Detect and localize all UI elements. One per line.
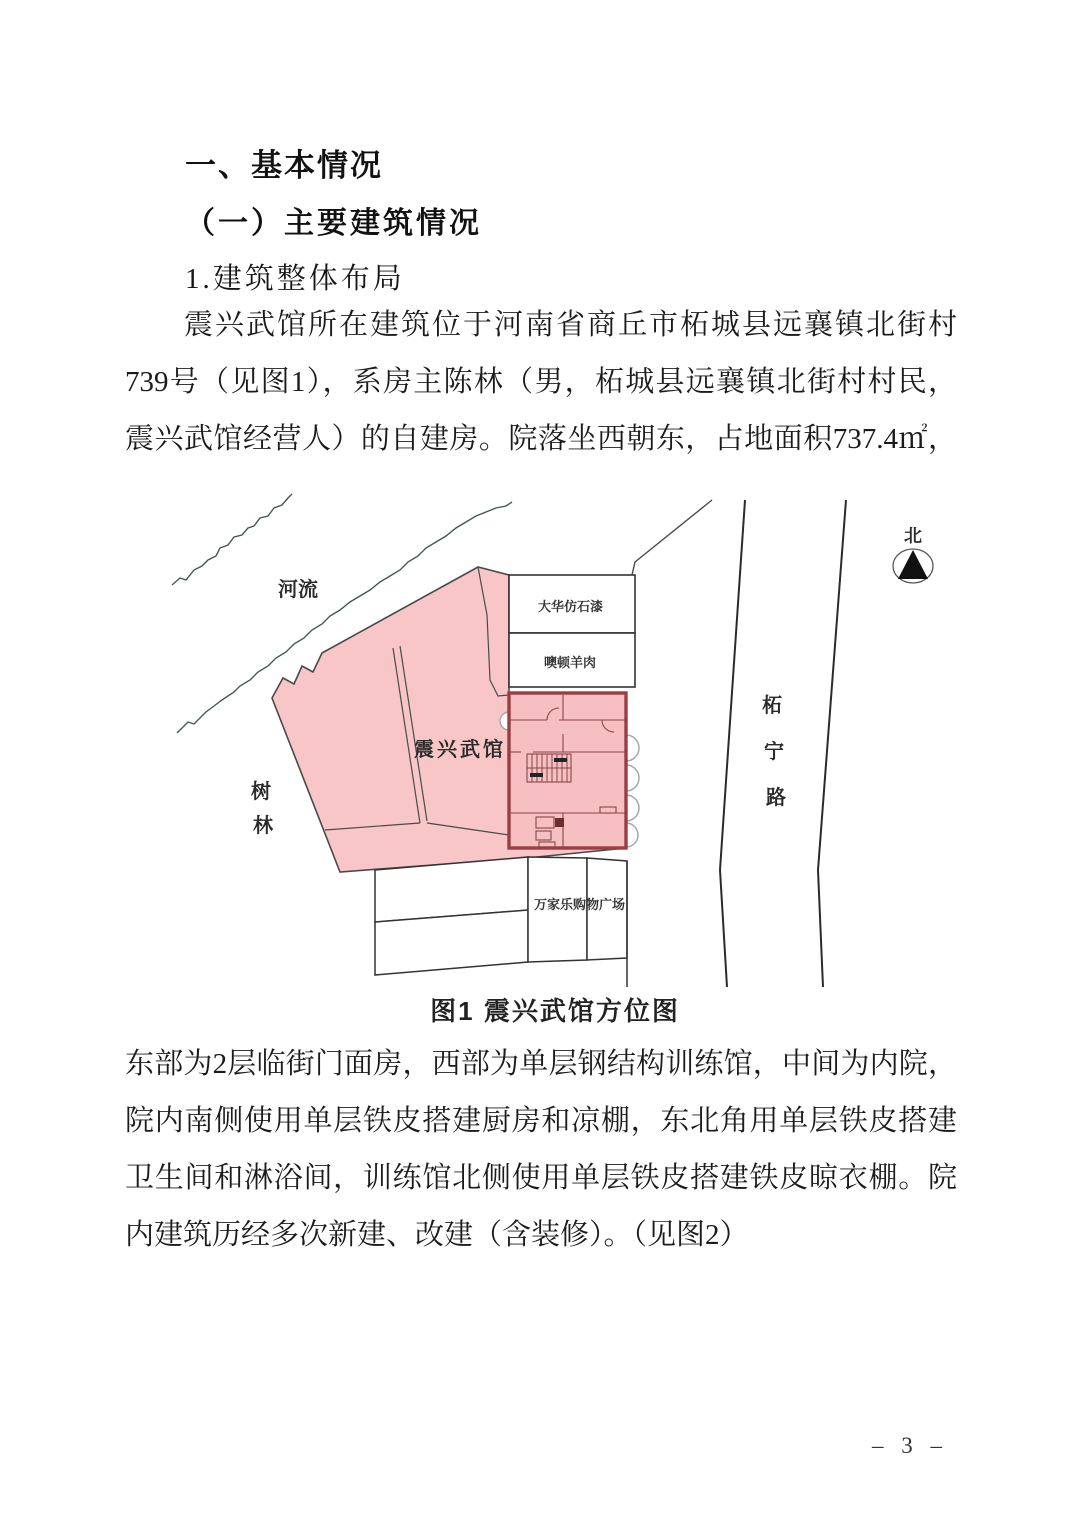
- body-line: 卫生间和淋浴间，训练馆北侧使用单层铁皮搭建铁皮晾衣棚。院: [125, 1162, 957, 1194]
- north-indicator: [893, 526, 933, 583]
- body-line: 院内南侧使用单层铁皮搭建厨房和凉棚，东北角用单层铁皮搭建: [125, 1105, 957, 1137]
- item-heading: 1.建筑整体布局: [185, 263, 405, 295]
- body-paragraph-2: [125, 1036, 957, 1264]
- mall-blocks: [375, 857, 627, 987]
- body-paragraph-1: [125, 297, 957, 468]
- body-line: 震兴武馆经营人）的自建房。院落坐西朝东，占地面积737.4㎡，: [125, 423, 957, 455]
- door-arc: [626, 735, 639, 761]
- stair-arrow: [554, 758, 567, 762]
- body-line: 震兴武馆所在建筑位于河南省商丘市柘城县远襄镇北街村: [184, 309, 957, 341]
- road-edge-left: [720, 500, 745, 987]
- mall-label: 万家乐购物广场: [534, 897, 626, 912]
- site-map-svg: [150, 490, 960, 1002]
- body-line: 内建筑历经多次新建、改建（含装修）。（见图2）: [125, 1219, 749, 1251]
- page-number: – 3 –: [872, 1433, 948, 1458]
- forest-label-char1: 树: [251, 781, 271, 803]
- site-map-figure: [150, 490, 960, 1002]
- furniture-block: [555, 818, 564, 827]
- door-arc: [626, 765, 639, 791]
- river-label: 河流: [278, 579, 318, 601]
- road-edge-right: [818, 500, 846, 987]
- north-label: 北: [904, 526, 922, 546]
- road-label-char2: 宁: [764, 741, 784, 763]
- martial-hall-label: 震兴武馆: [414, 739, 506, 761]
- body-line: 739号（见图1），系房主陈林（男，柘城县远襄镇北街村村民，: [125, 366, 957, 398]
- figure-caption: 图1 震兴武馆方位图: [430, 996, 680, 1026]
- forest-label-char2: 林: [253, 815, 273, 837]
- subsection-heading: （一）主要建筑情况: [185, 207, 482, 240]
- plot-boundary-line: [632, 500, 712, 575]
- door-arc: [626, 795, 639, 821]
- stair-arrow: [530, 773, 543, 777]
- road-label-char3: 路: [766, 787, 786, 809]
- river-bank-upper: [172, 494, 292, 585]
- road-label-char1: 柘: [762, 695, 782, 717]
- body-line: 东部为2层临街门面房，西部为单层钢结构训练馆，中间为内院，: [125, 1048, 957, 1080]
- door-arc: [626, 823, 638, 847]
- north-arrow-icon: [898, 550, 928, 579]
- shop1-label: 大华仿石漆: [538, 599, 604, 614]
- shop2-label: 噢顿羊肉: [544, 655, 597, 670]
- section-heading: 一、基本情况: [185, 148, 383, 183]
- floor-plan-block: [500, 693, 639, 848]
